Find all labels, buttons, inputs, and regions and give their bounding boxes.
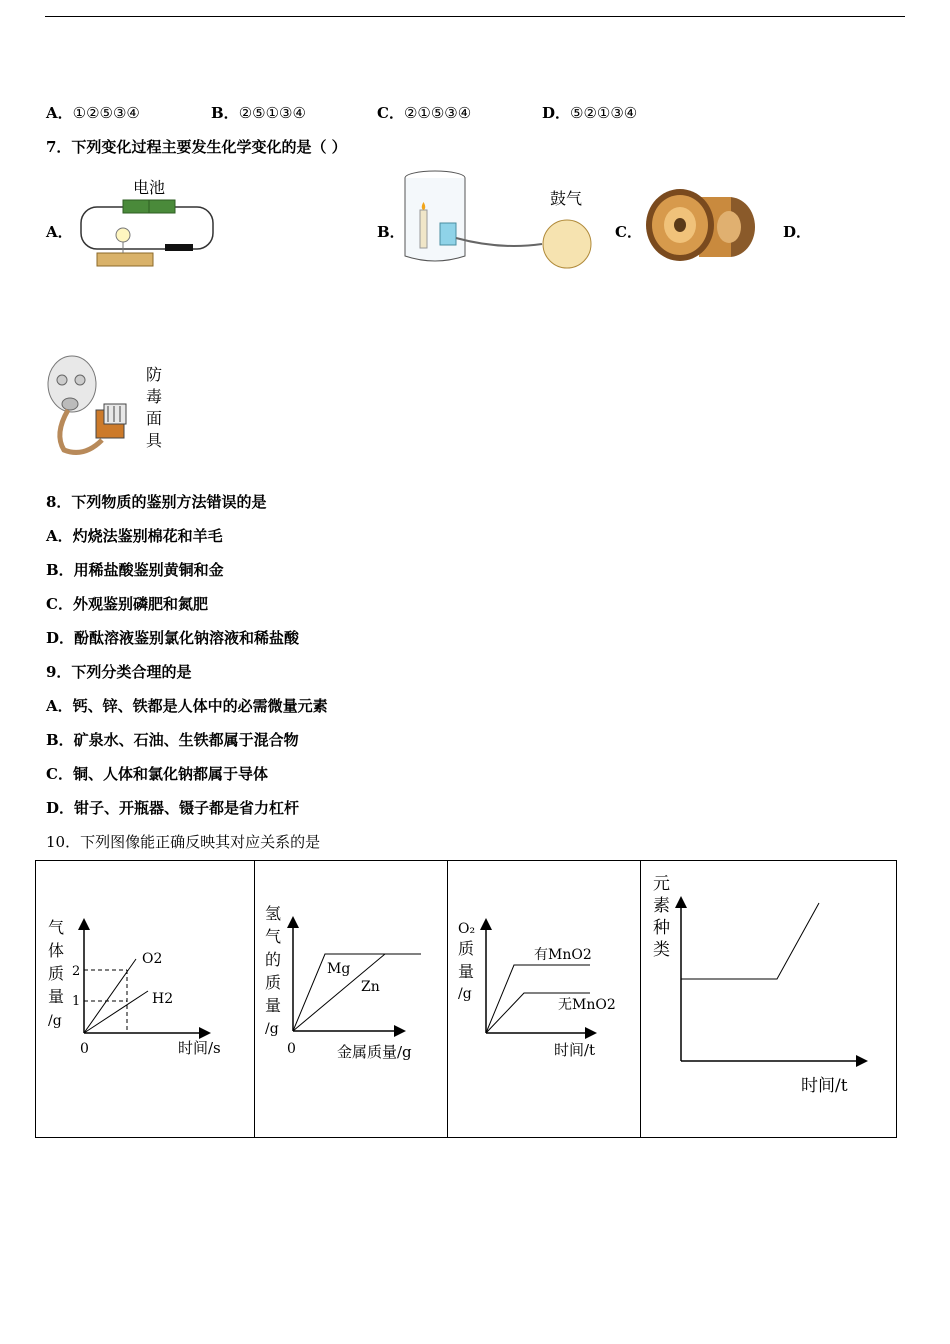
svg-text:体: 体 [48, 941, 65, 960]
graph2-mg-label: Mg [327, 961, 351, 977]
q8-option-c: C．外观鉴别磷肥和氮肥 [46, 595, 208, 613]
svg-text:气: 气 [265, 927, 282, 946]
q9-option-c: C．铜、人体和氯化钠都属于导体 [46, 765, 268, 783]
graph3-xlabel: 时间/t [554, 1041, 596, 1059]
graph2 [255, 861, 447, 1133]
graph1-ylabel-1: 气 [48, 918, 65, 937]
header-rule [45, 16, 905, 17]
graph3-without-label: 无MnO2 [558, 997, 616, 1013]
q7-label-d: D． [783, 223, 812, 241]
graph2-origin: 0 [287, 1041, 296, 1057]
svg-text:氢: 氢 [265, 904, 282, 923]
graph4-cell [641, 861, 897, 1138]
svg-text:质: 质 [48, 964, 65, 983]
svg-text:元: 元 [653, 874, 670, 894]
copper-spool-image [644, 185, 759, 270]
graph1-h2-line [84, 991, 148, 1033]
svg-text:质: 质 [458, 939, 475, 958]
svg-text:O₂: O₂ [458, 921, 476, 937]
battery-caption: 电池 [133, 178, 166, 197]
q8-option-a: A．灼烧法鉴别棉花和羊毛 [46, 527, 223, 545]
svg-text:种: 种 [653, 918, 670, 938]
svg-text:类: 类 [653, 940, 670, 960]
gas-mask-image [44, 354, 134, 464]
q9-option-a: A．钙、锌、铁都是人体中的必需微量元素 [46, 697, 328, 715]
svg-text:量: 量 [265, 996, 282, 1015]
q6-option-c: C．②①⑤③④ [377, 104, 472, 122]
svg-text:量: 量 [48, 987, 65, 1006]
svg-text:量: 量 [458, 962, 475, 981]
graph1-tick-2: 2 [72, 964, 81, 979]
q9-option-b: B．矿泉水、石油、生铁都属于混合物 [46, 731, 299, 749]
bulb-caption: 鼓气 [550, 189, 583, 208]
graph1-origin: 0 [80, 1041, 89, 1057]
q9-option-d: D．钳子、开瓶器、镊子都是省力杠杆 [46, 799, 300, 817]
graph4 [641, 861, 896, 1133]
graph1-xlabel: 时间/s [178, 1039, 221, 1057]
q8-option-b: B．用稀盐酸鉴别黄铜和金 [46, 561, 224, 579]
graph4-line [681, 903, 819, 979]
graph2-mg-line [293, 954, 421, 1031]
q8-stem: 8．下列物质的鉴别方法错误的是 [46, 493, 267, 511]
q7-label-a: A． [46, 223, 73, 241]
candle-jar-image [400, 168, 600, 273]
q6-option-b: B．②⑤①③④ [211, 104, 306, 122]
svg-text:/g: /g [48, 1013, 62, 1029]
graph4-xlabel: 时间/t [801, 1076, 848, 1096]
graph3-cell [448, 861, 641, 1138]
svg-text:素: 素 [653, 896, 670, 916]
graph1-tick-1: 1 [72, 994, 81, 1009]
svg-text:/g: /g [265, 1021, 279, 1037]
q10-graph-table [35, 860, 897, 1138]
circuit-image [75, 175, 220, 270]
q8-option-d: D．酚酞溶液鉴别氯化钠溶液和稀盐酸 [46, 629, 300, 647]
q10-stem: 10．下列图像能正确反映其对应关系的是 [46, 833, 321, 851]
q6-option-a: A．①②⑤③④ [46, 104, 140, 122]
q7-label-c: C． [615, 223, 642, 241]
q9-stem: 9．下列分类合理的是 [46, 663, 192, 681]
q6-option-d: D．⑤②①③④ [542, 104, 638, 122]
graph2-cell [255, 861, 448, 1138]
gas-mask-caption: 防毒面具 [145, 365, 162, 450]
svg-text:/g: /g [458, 986, 472, 1002]
graph1-h2-label: H2 [152, 991, 174, 1007]
graph1-cell [36, 861, 255, 1138]
svg-text:质: 质 [265, 973, 282, 992]
q7-stem: 7．下列变化过程主要发生化学变化的是（ ） [46, 138, 347, 156]
q7-label-b: B． [377, 223, 405, 241]
graph2-xlabel: 金属质量/g [337, 1043, 412, 1061]
graph3-with-label: 有MnO2 [534, 947, 592, 963]
graph3 [448, 861, 640, 1133]
graph1 [36, 861, 254, 1133]
graph1-o2-label: O2 [142, 951, 163, 967]
graph2-zn-label: Zn [361, 979, 380, 995]
svg-text:的: 的 [265, 950, 282, 969]
